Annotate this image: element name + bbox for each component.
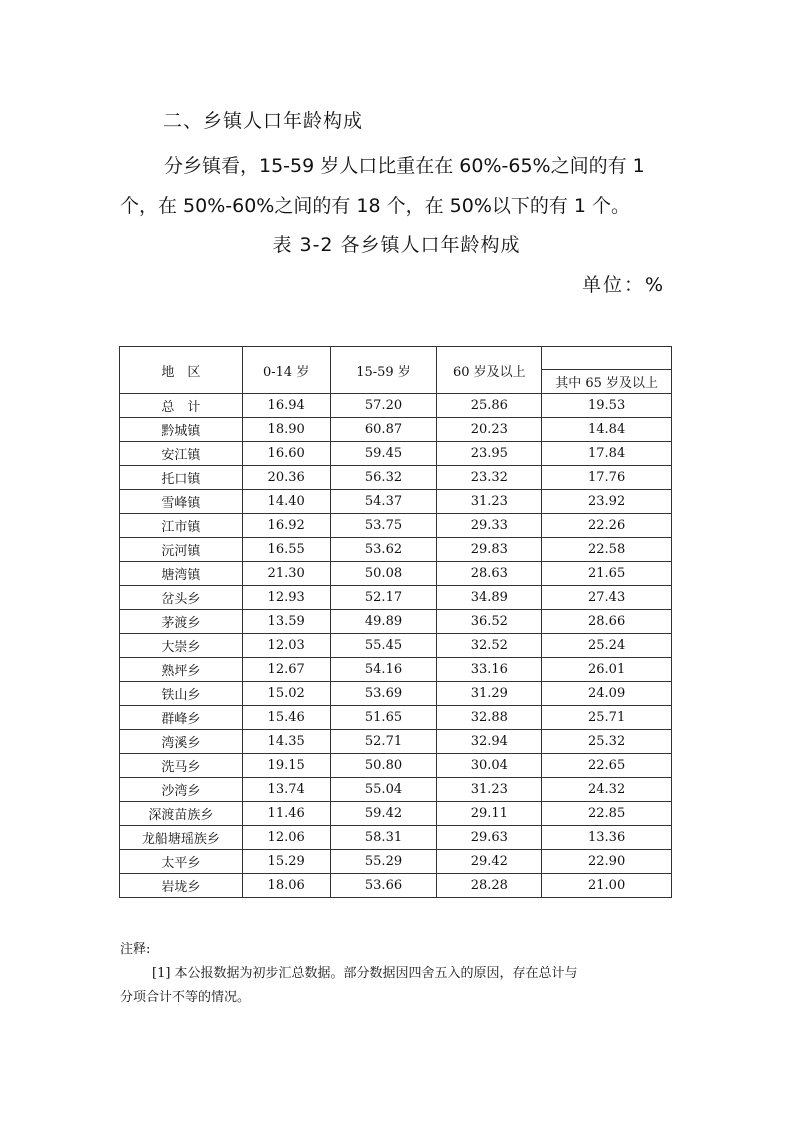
cell-age-15-59: 53.75 <box>330 514 437 538</box>
cell-region: 安江镇 <box>120 442 243 466</box>
cell-region: 塘湾镇 <box>120 562 243 586</box>
cell-region: 茅渡乡 <box>120 610 243 634</box>
table-row <box>120 706 672 730</box>
cell-region: 群峰乡 <box>120 706 243 730</box>
cell-region: 熟坪乡 <box>120 658 243 682</box>
cell-age-15-59: 52.71 <box>330 730 437 754</box>
cell-age-60-plus: 31.29 <box>437 682 542 706</box>
cell-age-15-59: 53.62 <box>330 538 437 562</box>
cell-age-60-plus: 29.11 <box>437 802 542 826</box>
cell-age-60-plus: 31.23 <box>437 490 542 514</box>
cell-age-65-plus: 25.24 <box>542 634 672 658</box>
cell-age-0-14: 15.29 <box>242 850 330 874</box>
table-row <box>120 850 672 874</box>
cell-age-15-59: 57.20 <box>330 394 437 418</box>
cell-age-0-14: 12.03 <box>242 634 330 658</box>
cell-age-65-plus: 17.76 <box>542 466 672 490</box>
cell-region: 湾溪乡 <box>120 730 243 754</box>
cell-region: 沙湾乡 <box>120 778 243 802</box>
notes <box>120 938 680 1010</box>
cell-age-0-14: 21.30 <box>242 562 330 586</box>
header-age-60-plus: 60 岁及以上 <box>437 347 542 394</box>
cell-age-65-plus: 22.26 <box>542 514 672 538</box>
table-row <box>120 802 672 826</box>
cell-age-65-plus: 21.00 <box>542 874 672 898</box>
cell-region: 托口镇 <box>120 466 243 490</box>
table-body <box>120 394 672 898</box>
header-age-0-14: 0-14 岁 <box>242 347 330 394</box>
cell-age-15-59: 53.66 <box>330 874 437 898</box>
cell-age-0-14: 18.06 <box>242 874 330 898</box>
cell-age-0-14: 16.92 <box>242 514 330 538</box>
notes-line-2: 分项合计不等的情况。 <box>120 990 251 1005</box>
paragraph-line-2: 个，在 50%-60%之间的有 18 个，在 50%以下的有 1 个。 <box>120 195 631 217</box>
cell-age-15-59: 55.04 <box>330 778 437 802</box>
cell-age-60-plus: 29.33 <box>437 514 542 538</box>
cell-age-60-plus: 31.23 <box>437 778 542 802</box>
table-row <box>120 490 672 514</box>
cell-age-15-59: 50.08 <box>330 562 437 586</box>
cell-age-60-plus: 28.63 <box>437 562 542 586</box>
table-row <box>120 874 672 898</box>
cell-age-65-plus: 26.01 <box>542 658 672 682</box>
cell-region: 沅河镇 <box>120 538 243 562</box>
cell-age-60-plus: 20.23 <box>437 418 542 442</box>
cell-age-65-plus: 22.90 <box>542 850 672 874</box>
header-age-65-plus: 其中 65 岁及以上 <box>542 370 672 394</box>
age-structure-table <box>119 346 672 898</box>
table-row <box>120 394 672 418</box>
cell-age-15-59: 53.69 <box>330 682 437 706</box>
table-row <box>120 586 672 610</box>
cell-age-65-plus: 28.66 <box>542 610 672 634</box>
cell-region: 雪峰镇 <box>120 490 243 514</box>
cell-age-15-59: 59.42 <box>330 802 437 826</box>
cell-age-0-14: 12.93 <box>242 586 330 610</box>
cell-age-65-plus: 13.36 <box>542 826 672 850</box>
cell-age-65-plus: 25.32 <box>542 730 672 754</box>
cell-age-0-14: 13.59 <box>242 610 330 634</box>
cell-age-0-14: 12.67 <box>242 658 330 682</box>
section-heading: 二、乡镇人口年龄构成 <box>163 110 364 132</box>
cell-region: 龙船塘瑶族乡 <box>120 826 243 850</box>
cell-age-15-59: 54.37 <box>330 490 437 514</box>
cell-age-0-14: 14.40 <box>242 490 330 514</box>
cell-age-0-14: 16.94 <box>242 394 330 418</box>
header-region: 地 区 <box>120 347 243 394</box>
cell-age-0-14: 12.06 <box>242 826 330 850</box>
cell-age-0-14: 20.36 <box>242 466 330 490</box>
table-row <box>120 826 672 850</box>
cell-age-65-plus: 25.71 <box>542 706 672 730</box>
paragraph-line-1: 分乡镇看，15-59 岁人口比重在在 60%-65%之间的有 1 <box>164 155 645 177</box>
cell-age-0-14: 14.35 <box>242 730 330 754</box>
cell-region: 总 计 <box>120 394 243 418</box>
cell-age-60-plus: 36.52 <box>437 610 542 634</box>
cell-age-15-59: 55.45 <box>330 634 437 658</box>
table-row <box>120 466 672 490</box>
table-row <box>120 682 672 706</box>
cell-age-65-plus: 14.84 <box>542 418 672 442</box>
cell-age-60-plus: 34.89 <box>437 586 542 610</box>
cell-age-15-59: 60.87 <box>330 418 437 442</box>
cell-age-65-plus: 24.32 <box>542 778 672 802</box>
cell-age-60-plus: 28.28 <box>437 874 542 898</box>
table-title: 表 3-2 各乡镇人口年龄构成 <box>272 234 521 256</box>
cell-age-60-plus: 32.52 <box>437 634 542 658</box>
cell-age-65-plus: 22.85 <box>542 802 672 826</box>
cell-region: 黔城镇 <box>120 418 243 442</box>
cell-age-0-14: 13.74 <box>242 778 330 802</box>
cell-age-0-14: 18.90 <box>242 418 330 442</box>
table-row <box>120 634 672 658</box>
table-row <box>120 418 672 442</box>
notes-line-1: [1] 本公报数据为初步汇总数据。部分数据因四舍五入的原因，存在总计与 <box>152 966 578 981</box>
cell-age-15-59: 56.32 <box>330 466 437 490</box>
cell-region: 太平乡 <box>120 850 243 874</box>
cell-age-65-plus: 23.92 <box>542 490 672 514</box>
cell-age-65-plus: 17.84 <box>542 442 672 466</box>
cell-region: 深渡苗族乡 <box>120 802 243 826</box>
cell-age-15-59: 52.17 <box>330 586 437 610</box>
header-empty-cell <box>542 347 672 370</box>
cell-age-60-plus: 32.94 <box>437 730 542 754</box>
table-row <box>120 778 672 802</box>
table-row <box>120 562 672 586</box>
cell-age-0-14: 19.15 <box>242 754 330 778</box>
cell-age-0-14: 16.55 <box>242 538 330 562</box>
cell-age-60-plus: 23.32 <box>437 466 542 490</box>
cell-age-15-59: 58.31 <box>330 826 437 850</box>
unit-label: 单位：% <box>581 274 665 296</box>
cell-age-60-plus: 29.83 <box>437 538 542 562</box>
cell-region: 江市镇 <box>120 514 243 538</box>
paragraph <box>120 146 680 226</box>
cell-age-60-plus: 30.04 <box>437 754 542 778</box>
cell-region: 岔头乡 <box>120 586 243 610</box>
cell-age-60-plus: 32.88 <box>437 706 542 730</box>
cell-age-0-14: 15.02 <box>242 682 330 706</box>
cell-age-65-plus: 22.58 <box>542 538 672 562</box>
table-row <box>120 514 672 538</box>
table-row <box>120 754 672 778</box>
cell-region: 洗马乡 <box>120 754 243 778</box>
cell-age-65-plus: 19.53 <box>542 394 672 418</box>
table-row <box>120 442 672 466</box>
cell-age-15-59: 49.89 <box>330 610 437 634</box>
cell-age-65-plus: 24.09 <box>542 682 672 706</box>
cell-age-65-plus: 21.65 <box>542 562 672 586</box>
cell-age-15-59: 59.45 <box>330 442 437 466</box>
cell-age-60-plus: 33.16 <box>437 658 542 682</box>
cell-age-0-14: 16.60 <box>242 442 330 466</box>
cell-age-60-plus: 25.86 <box>437 394 542 418</box>
cell-region: 铁山乡 <box>120 682 243 706</box>
cell-age-65-plus: 22.65 <box>542 754 672 778</box>
header-age-15-59: 15-59 岁 <box>330 347 437 394</box>
cell-region: 岩垅乡 <box>120 874 243 898</box>
table-row <box>120 658 672 682</box>
table-row <box>120 538 672 562</box>
cell-age-60-plus: 29.63 <box>437 826 542 850</box>
table-row <box>120 610 672 634</box>
cell-age-65-plus: 27.43 <box>542 586 672 610</box>
cell-age-60-plus: 29.42 <box>437 850 542 874</box>
cell-age-15-59: 54.16 <box>330 658 437 682</box>
cell-age-15-59: 51.65 <box>330 706 437 730</box>
cell-age-60-plus: 23.95 <box>437 442 542 466</box>
notes-label: 注释: <box>120 942 151 957</box>
table-row <box>120 730 672 754</box>
cell-age-15-59: 50.80 <box>330 754 437 778</box>
cell-age-15-59: 55.29 <box>330 850 437 874</box>
cell-region: 大崇乡 <box>120 634 243 658</box>
cell-age-0-14: 15.46 <box>242 706 330 730</box>
cell-age-0-14: 11.46 <box>242 802 330 826</box>
